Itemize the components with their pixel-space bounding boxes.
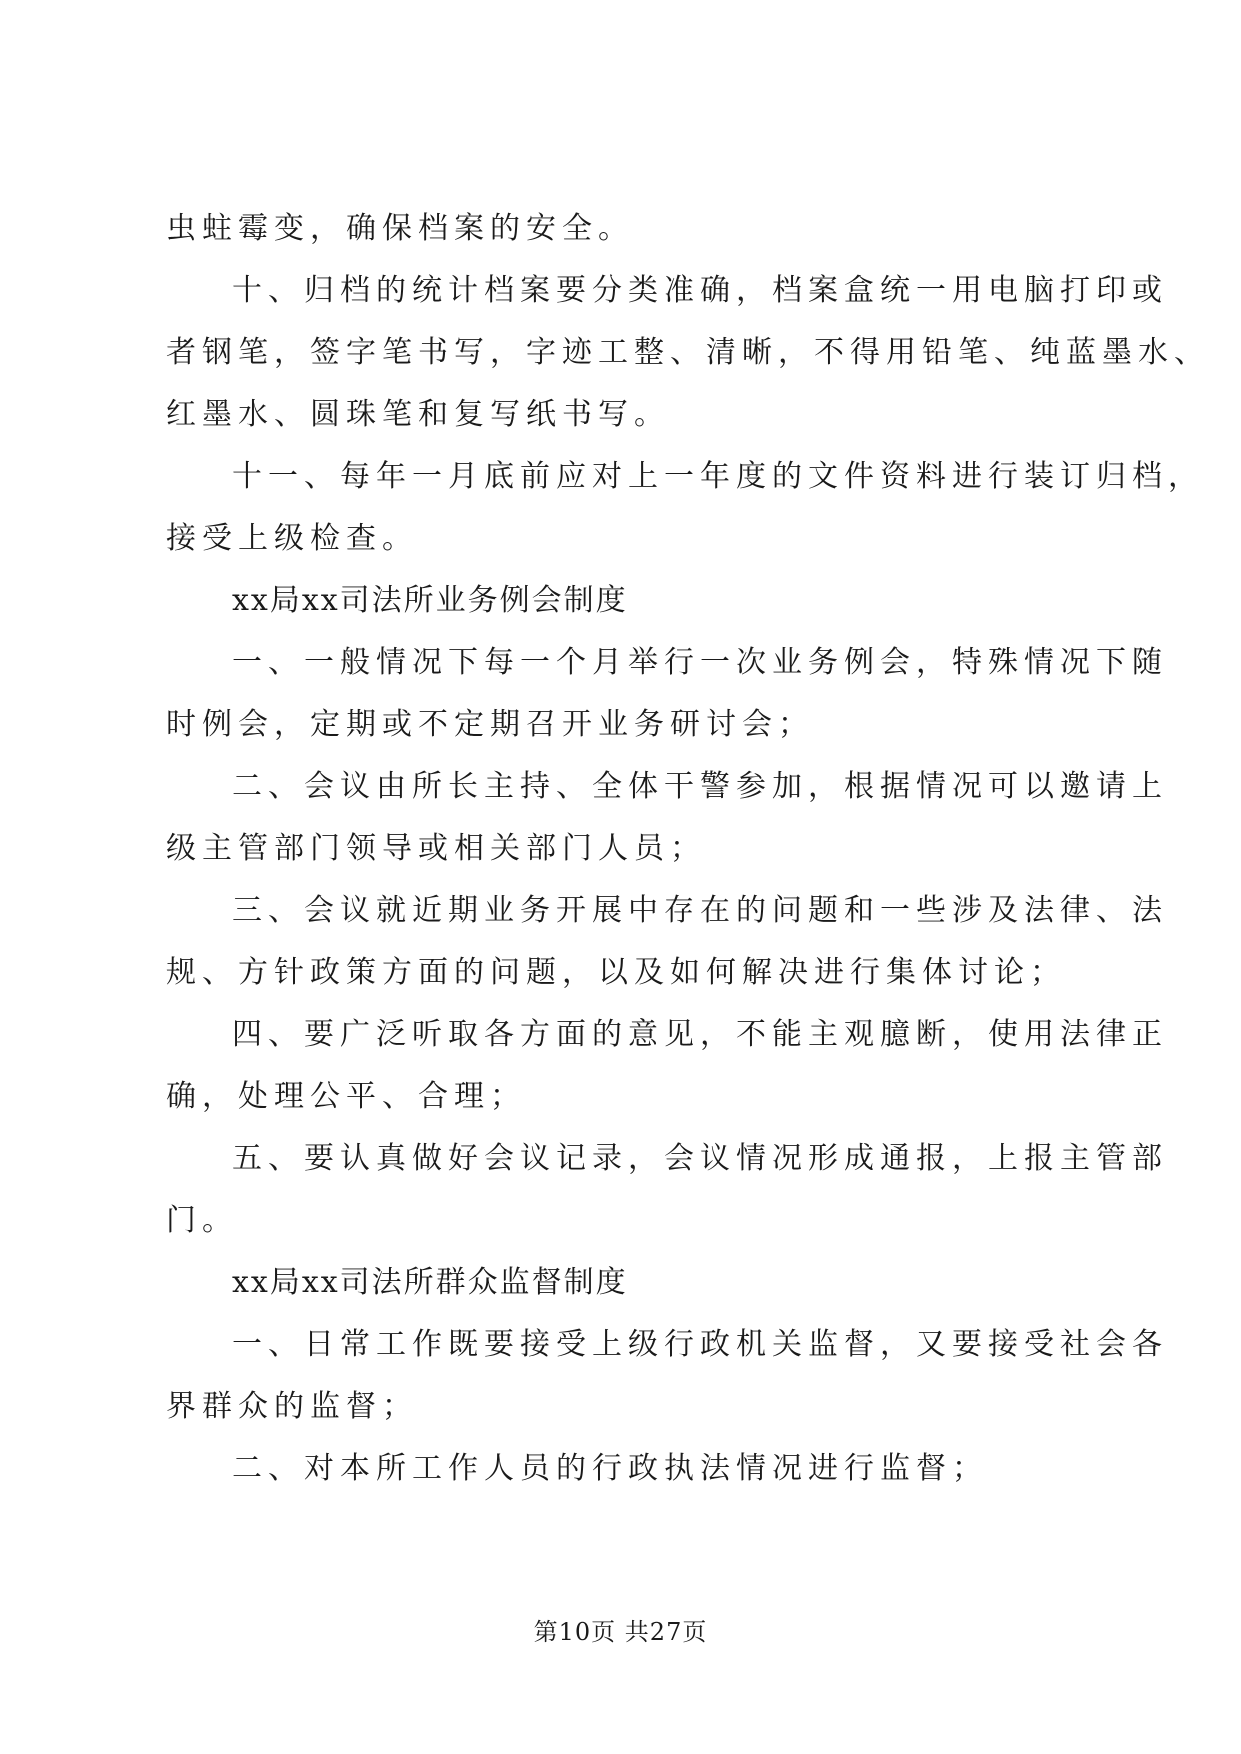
text-line: 接受上级检查。: [166, 521, 418, 556]
text-line: 门。: [166, 1203, 238, 1238]
text-line: 时例会，定期或不定期召开业务研讨会；: [166, 707, 814, 742]
text-line: 红墨水、圆珠笔和复写纸书写。: [166, 397, 670, 432]
text-line: 一、一般情况下每一个月举行一次业务例会，特殊情况下随: [232, 645, 1168, 680]
text-line: 级主管部门领导或相关部门人员；: [166, 831, 706, 866]
text-line: 规、方针政策方面的问题，以及如何解决进行集体讨论；: [166, 955, 1066, 990]
text-line: 确，处理公平、合理；: [166, 1079, 526, 1114]
text-line: 二、会议由所长主持、全体干警参加，根据情况可以邀请上: [232, 769, 1168, 804]
text-line: 二、对本所工作人员的行政执法情况进行监督；: [232, 1451, 988, 1486]
text-line: 一、日常工作既要接受上级行政机关监督，又要接受社会各: [232, 1327, 1168, 1362]
text-line: 虫蛀霉变，确保档案的安全。: [166, 211, 634, 246]
text-line: 十、归档的统计档案要分类准确，档案盒统一用电脑打印或: [232, 273, 1168, 308]
text-line: 十一、每年一月底前应对上一年度的文件资料进行装订归档，: [232, 459, 1204, 494]
page-number-footer: 第10页 共27页: [533, 1618, 708, 1646]
document-body: [166, 198, 1210, 1500]
section-heading: xx局xx司法所业务例会制度: [232, 583, 628, 618]
text-line: 界群众的监督；: [166, 1389, 418, 1424]
text-line: 者钢笔，签字笔书写，字迹工整、清晰，不得用铅笔、纯蓝墨水、: [166, 335, 1210, 370]
section-heading: xx局xx司法所群众监督制度: [232, 1265, 628, 1300]
text-line: 四、要广泛听取各方面的意见，不能主观臆断，使用法律正: [232, 1017, 1168, 1052]
text-line: 三、会议就近期业务开展中存在的问题和一些涉及法律、法: [232, 893, 1168, 928]
text-line: 五、要认真做好会议记录，会议情况形成通报，上报主管部: [232, 1141, 1168, 1176]
